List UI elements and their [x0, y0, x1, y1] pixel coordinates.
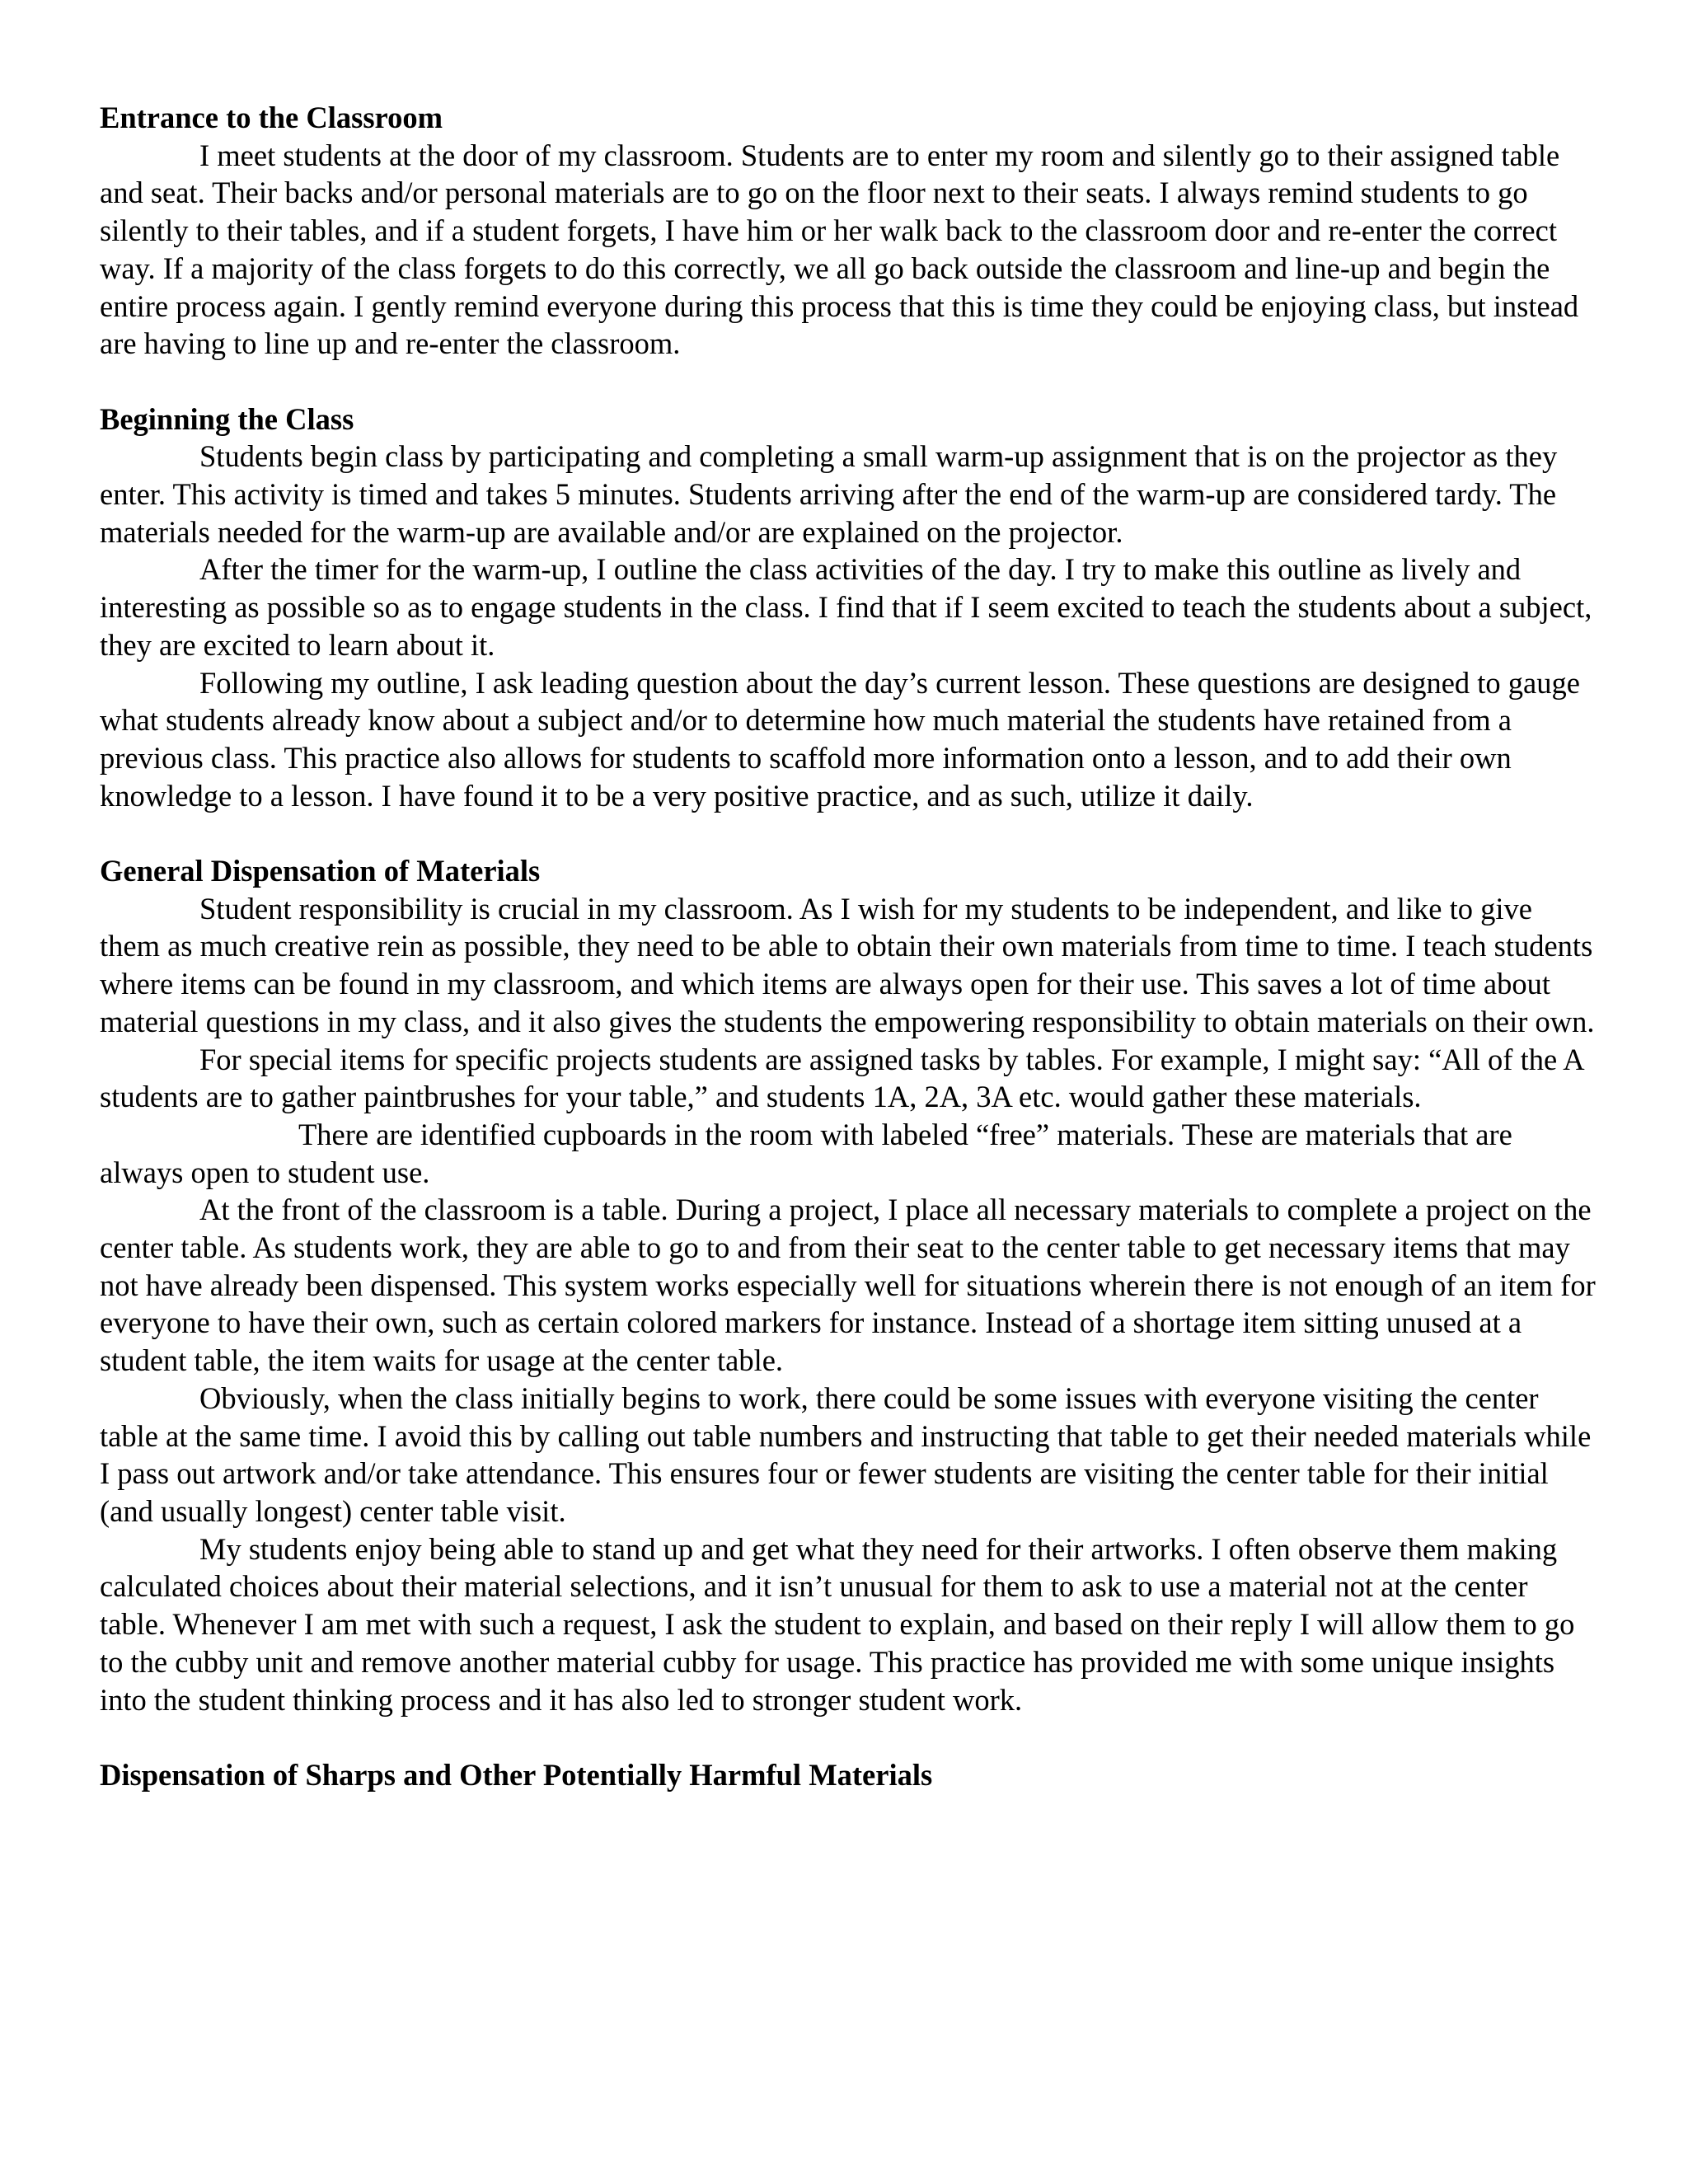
- section-gap: [100, 1718, 1600, 1756]
- section-heading: Dispensation of Sharps and Other Potentially Harmful Materials: [100, 1757, 933, 1792]
- paragraph: For special items for specific projects students are assigned tasks by tables. For example, I might say: “All of the A students are to gather paintbrushes for your table,” and students 1A, 2A, 3A etc. would gather these materials.: [100, 1042, 1583, 1114]
- section-heading: Entrance to the Classroom: [100, 101, 443, 134]
- section-heading: General Dispensation of Materials: [100, 854, 541, 888]
- section-heading: Beginning the Class: [100, 401, 354, 436]
- section-gap: [100, 363, 1600, 401]
- paragraph: Student responsibility is crucial in my classroom. As I wish for my students to be independent, and like to give them as much creative rein as possible, they need to be able to obtain their own materials from time to time. I teach students where items can be found in my classroom, and which items are always open for their use. This saves a lot of time about material questions in my class, and it also gives the students the empowering responsibility to obtain materials on their own.: [100, 891, 1595, 1038]
- paragraph: After the timer for the warm-up, I outline the class activities of the day. I try to make this outline as lively and interesting as possible so as to engage students in the class. I find that if I seem excited to teach the students about a subject, they are excited to learn about it.: [100, 552, 1592, 662]
- section-gap: [100, 814, 1600, 852]
- paragraph: Following my outline, I ask leading question about the day’s current lesson. These questions are designed to gauge what students already know about a subject and/or to determine how much material the students have retained from a previous class. This practice also allows for students to scaffold more information onto a lesson, and to add their own knowledge to a lesson. I have found it to be a very positive practice, and as such, utilize it daily.: [100, 665, 1580, 813]
- paragraph: There are identified cupboards in the room with labeled “free” materials. These are materials that are always open to student use.: [100, 1117, 1512, 1189]
- document-page: [100, 99, 1600, 1794]
- paragraph: Obviously, when the class initially begins to work, there could be some issues with everyone visiting the center table at the same time. I avoid this by calling out table numbers and instructing that table to get their needed materials while I pass out artwork and/or take attendance. This ensures four or fewer students are visiting the center table for their initial (and usually longest) center table visit.: [100, 1380, 1592, 1528]
- paragraph: Students begin class by participating and completing a small warm-up assignment that is on the projector as they enter. This activity is timed and takes 5 minutes. Students arriving after the end of the warm-up are considered tardy. The materials needed for the warm-up are available and/or are explained on the projector.: [100, 439, 1558, 549]
- paragraph: At the front of the classroom is a table. During a project, I place all necessary materials to complete a project on the center table. As students work, they are able to go to and from their seat to the center table to get necessary items that may not have already been dispensed. This system works especially well for situations wherein there is not enough of an item for everyone to have their own, such as certain colored markers for instance. Instead of a shortage item sitting unused at a student table, the item waits for usage at the center table.: [100, 1193, 1596, 1378]
- paragraph: I meet students at the door of my classroom. Students are to enter my room and silently go to their assigned table and seat. Their backs and/or personal materials are to go on the floor next to their seats. I always remind students to go silently to their tables, and if a student forgets, I have him or her walk back to the classroom door and re-enter the correct way. If a majority of the class forgets to do this correctly, we all go back outside the classroom and line-up and begin the entire process again. I gently remind everyone during this process that this is time they could be enjoying class, but instead are having to line up and re-enter the classroom.: [100, 138, 1579, 361]
- paragraph: My students enjoy being able to stand up and get what they need for their artworks. I often observe them making calculated choices about their material selections, and it isn’t unusual for them to ask to use a material not at the center table. Whenever I am met with such a request, I ask the student to explain, and based on their reply I will allow them to go to the cubby unit and remove another material cubby for usage. This practice has provided me with some unique insights into the student thinking process and it has also led to stronger student work.: [100, 1531, 1575, 1717]
